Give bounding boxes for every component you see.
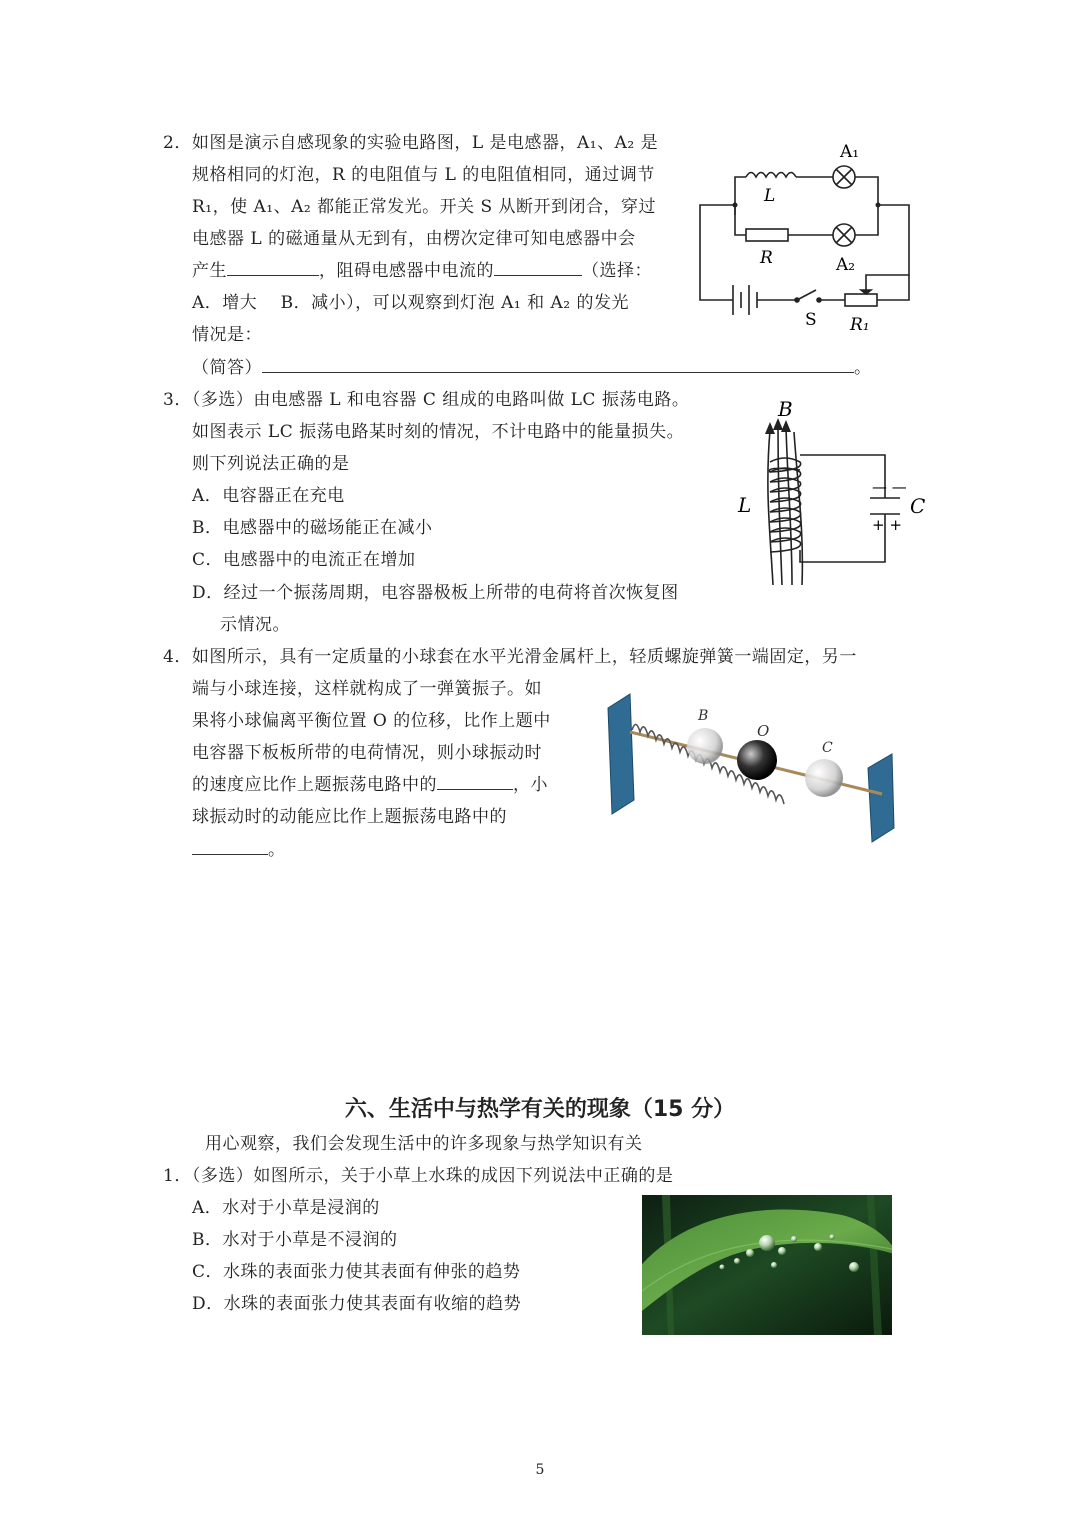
q2-line-4: 电感器 L 的磁通量从无到有，由楞次定律可知电感器中会 — [192, 229, 636, 249]
label-a2: A₂ — [836, 255, 856, 275]
label-o: O — [757, 722, 770, 740]
q4-line-2: 端与小球连接，这样就构成了一弹簧振子。如 — [192, 679, 542, 699]
label-l: L — [738, 493, 752, 517]
ball-b — [687, 728, 723, 764]
label-minus: — — — [872, 478, 907, 496]
q4-spring-oscillator — [600, 690, 915, 845]
inductor-coil — [746, 173, 796, 178]
q2-line-5-post: （选择： — [582, 261, 652, 281]
q2-blank-2[interactable] — [494, 255, 582, 276]
page-number: 5 — [535, 1462, 545, 1478]
label-r: R — [760, 248, 773, 268]
switch-s — [797, 290, 816, 300]
section-title: 六、生活中与热学有关的现象（15 分） — [344, 1097, 736, 1122]
s6-option-b: B．水对于小草是不浸润的 — [192, 1230, 398, 1250]
q4-line-7-post: 。 — [268, 840, 286, 860]
wire — [735, 177, 746, 205]
q2-line-5 — [192, 255, 652, 287]
label-c: C — [822, 740, 833, 756]
q2-line-1: 2．如图是演示自感现象的实验电路图，L 是电感器，A₁、A₂ 是 — [163, 133, 659, 153]
rheostat-r1 — [845, 294, 877, 306]
water-drop — [759, 1235, 775, 1251]
q4-line-7 — [192, 834, 286, 866]
q4-line-3: 果将小球偏离平衡位置 O 的位移，比作上题中 — [192, 711, 551, 731]
q2-line-8-pre: （简答） — [192, 358, 262, 378]
label-plus: + + — [872, 516, 902, 534]
q4-line-1: 4．如图所示，具有一定质量的小球套在水平光滑金属杆上，轻质螺旋弹簧一端固定，另一 — [163, 647, 857, 667]
q3-option-d-cont: 示情况。 — [220, 615, 290, 635]
label-l: L — [764, 186, 776, 206]
label-b: B — [778, 400, 793, 421]
q2-line-7: 情况是： — [192, 325, 262, 345]
q2-line-5-mid: ，阻碍电感器中电流的 — [319, 261, 494, 281]
q3-option-d: D．经过一个振荡周期，电容器极板上所带的电荷将首次恢复图 — [192, 583, 679, 603]
battery — [733, 285, 757, 315]
q3-option-a: A．电容器正在充电 — [192, 486, 345, 506]
s6-q1-line: 1．（多选）如图所示，关于小草上水珠的成因下列说法中正确的是 — [163, 1166, 674, 1186]
resistor-r — [746, 229, 788, 241]
s6-option-a: A．水对于小草是浸润的 — [192, 1198, 380, 1218]
q2-line-3: R₁，使 A₁、A₂ 都能正常发光。开关 S 从断开到闭合，穿过 — [192, 197, 657, 217]
q2-line-8-post: 。 — [854, 358, 872, 378]
q4-line-5-pre: 的速度应比作上题振荡电路中的 — [192, 775, 437, 795]
s6-option-d: D．水珠的表面张力使其表面有收缩的趋势 — [192, 1294, 522, 1314]
ball-c — [805, 759, 843, 797]
q2-circuit-diagram — [690, 135, 920, 340]
q3-lc-diagram — [730, 400, 935, 592]
q3-option-c: C．电感器中的电流正在增加 — [192, 550, 416, 570]
q4-blank-1[interactable] — [437, 769, 513, 790]
label-c: C — [910, 494, 926, 518]
label-b: B — [698, 708, 709, 724]
ball-o — [737, 740, 777, 780]
left-wall — [608, 694, 634, 814]
q4-line-5 — [192, 769, 548, 801]
section-intro: 用心观察，我们会发现生活中的许多现象与热学知识有关 — [205, 1134, 643, 1154]
q3-line-1: 3．（多选）由电感器 L 和电容器 C 组成的电路叫做 LC 振荡电路。 — [163, 390, 690, 410]
label-s: S — [805, 310, 817, 330]
leaf-water-drops-photo — [642, 1195, 892, 1335]
q2-answer-blank[interactable] — [262, 352, 854, 373]
q4-line-6: 球振动时的动能应比作上题振荡电路中的 — [192, 807, 507, 827]
s6-option-c: C．水珠的表面张力使其表面有伸张的趋势 — [192, 1262, 521, 1282]
q4-line-4: 电容器下板板所带的电荷情况，则小球振动时 — [192, 743, 542, 763]
q2-line-5-pre: 产生 — [192, 261, 227, 281]
right-wall — [868, 754, 894, 842]
q4-blank-2[interactable] — [192, 834, 268, 855]
label-a1: A₁ — [840, 142, 860, 162]
q3-line-3: 则下列说法正确的是 — [192, 454, 350, 474]
q2-line-8 — [192, 352, 872, 384]
q2-line-2: 规格相同的灯泡，R 的电阻值与 L 的电阻值相同，通过调节 — [192, 165, 655, 185]
label-r1: R₁ — [850, 315, 870, 335]
q3-option-b: B．电感器中的磁场能正在减小 — [192, 518, 433, 538]
q2-line-6: A．增大 B．减小），可以观察到灯泡 A₁ 和 A₂ 的发光 — [192, 293, 629, 313]
q4-line-5-post: ，小 — [513, 775, 548, 795]
q2-blank-1[interactable] — [227, 255, 319, 276]
q3-line-2: 如图表示 LC 振荡电路某时刻的情况，不计电路中的能量损失。 — [192, 422, 685, 442]
